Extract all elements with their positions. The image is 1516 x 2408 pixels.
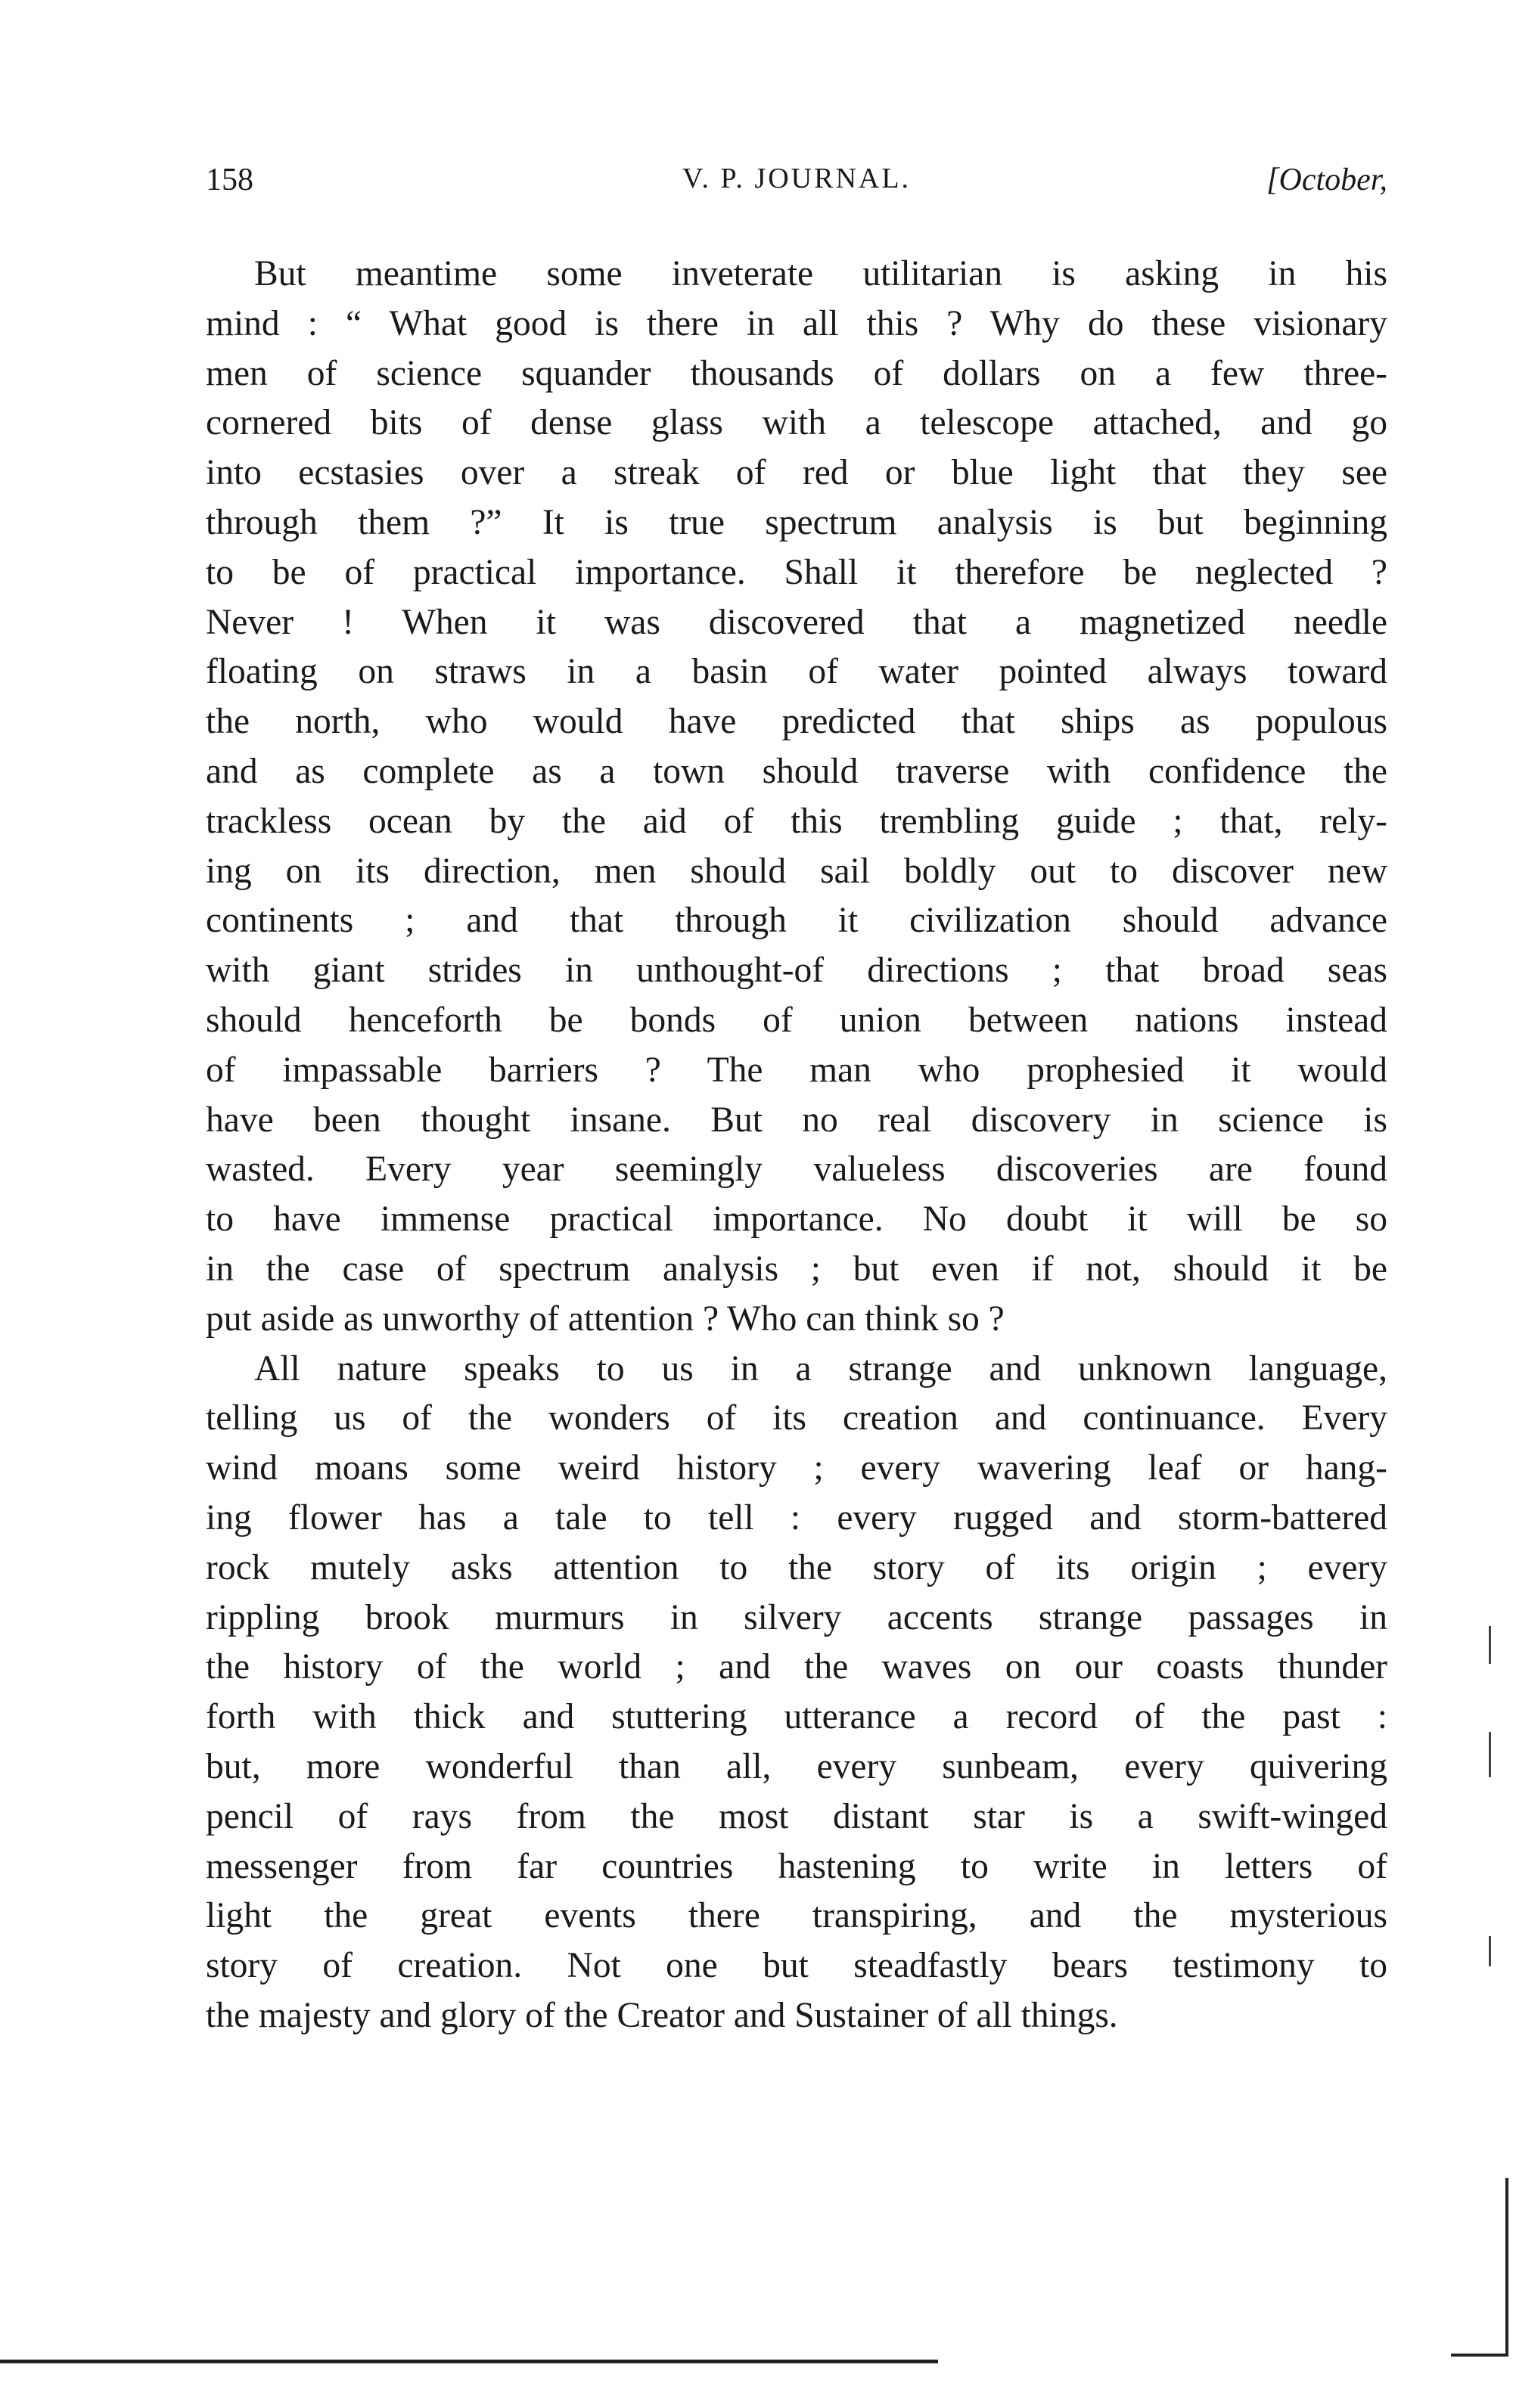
text-line: men of science squander thousands of dollars on a few three- (206, 353, 1387, 393)
page-header (206, 162, 1387, 207)
scan-edge-mark (1489, 1732, 1491, 1777)
page-number: 158 (206, 163, 253, 197)
text-line: trackless ocean by the aid of this trembling guide ; that, rely- (206, 801, 1387, 841)
scan-edge-mark (1489, 1936, 1491, 1966)
text-line: should henceforth be bonds of union between nations instead (206, 1000, 1387, 1040)
text-line: in the case of spectrum analysis ; but even if not, should it be (206, 1249, 1387, 1289)
text-line: All nature speaks to us in a strange and unknown language, (254, 1348, 1387, 1389)
scan-edge-mark (1489, 1626, 1491, 1664)
text-line: pencil of rays from the most distant star is a swift-winged (206, 1796, 1387, 1836)
scan-bottom-rule (0, 2360, 938, 2363)
text-line: messenger from far countries hastening to write in letters of (206, 1846, 1387, 1886)
text-line: forth with thick and stuttering utterance a record of the past : (206, 1697, 1387, 1737)
text-line: to be of practical importance. Shall it therefore be neglected ? (206, 552, 1387, 592)
text-line: wind moans some weird history ; every wavering leaf or hang- (206, 1448, 1387, 1488)
text-line: into ecstasies over a streak of red or blue light that they see (206, 453, 1387, 493)
text-line: Never ! When it was discovered that a magnetized needle (206, 602, 1387, 642)
text-line: ing flower has a tale to tell : every rugged and storm-battered (206, 1497, 1387, 1538)
text-line: of impassable barriers ? The man who prophesied it would (206, 1050, 1387, 1090)
text-line: rock mutely asks attention to the story of its origin ; every (206, 1547, 1387, 1587)
text-line: ing on its direction, men should sail boldly out to discover new (206, 851, 1387, 891)
text-line: the north, who would have predicted that ships as populous (206, 702, 1387, 742)
running-month: [October, (1266, 163, 1387, 197)
scan-edge-corner (1451, 2354, 1508, 2357)
text-line: the majesty and glory of the Creator and Sustainer of all things. (206, 1995, 1118, 2035)
text-line: the history of the world ; and the waves on our coasts thunder (206, 1647, 1387, 1687)
text-line: cornered bits of dense glass with a telescope attached, and go (206, 403, 1387, 443)
text-line: put aside as unworthy of attention ? Who can think so ? (206, 1299, 1005, 1339)
text-line: But meantime some inveterate utilitarian is asking in his (254, 254, 1387, 293)
text-line: but, more wonderful than all, every sunbeam, every quivering (206, 1746, 1387, 1786)
text-line: to have immense practical importance. No doubt it will be so (206, 1199, 1387, 1240)
text-line: light the great events there transpiring, and the mysterious (206, 1896, 1387, 1936)
text-line: floating on straws in a basin of water pointed always toward (206, 652, 1387, 692)
text-line: mind : “ What good is there in all this ? Why do these visionary (206, 303, 1387, 343)
paragraph-2 (206, 1345, 1387, 2041)
running-title: V. P. JOURNAL. (682, 163, 912, 194)
text-line: rippling brook murmurs in silvery accents strange passages in (206, 1597, 1387, 1637)
text-line: and as complete as a town should traverse with confidence the (206, 751, 1387, 791)
text-line: with giant strides in unthought-of directions ; that broad seas (206, 951, 1387, 991)
text-line: have been thought insane. But no real discovery in science is (206, 1100, 1387, 1140)
text-line: continents ; and that through it civilization should advance (206, 901, 1387, 941)
text-line: through them ?” It is true spectrum analysis is but beginning (206, 502, 1387, 542)
body-text (206, 250, 1387, 2041)
text-line: wasted. Every year seemingly valueless discoveries are found (206, 1150, 1387, 1190)
scan-edge-rule (1505, 2178, 1508, 2357)
text-line: telling us of the wonders of its creation and continuance. Every (206, 1398, 1387, 1438)
text-line: story of creation. Not one but steadfastly bears testimony to (206, 1946, 1387, 1986)
paragraph-1 (206, 250, 1387, 1345)
